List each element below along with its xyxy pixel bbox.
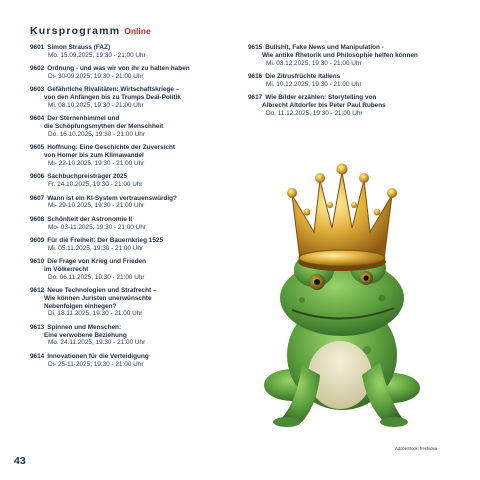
course-title-text: Gefährliche Rivalitäten: Wirtschaftskriege – bbox=[47, 86, 180, 94]
course-title bbox=[30, 195, 230, 203]
image-credit: AdobeStock: freshidea bbox=[395, 446, 438, 451]
course-title-text: Neue Technologien und Strafrecht – bbox=[47, 287, 157, 295]
course-date: Mo- 03-11.2025, 19:30 - 21:00 Uhr bbox=[48, 223, 146, 231]
course-date: Mi- 22-10.2025, 19:30 - 21:00 Uhr bbox=[48, 159, 145, 167]
course-entry bbox=[30, 115, 230, 138]
course-title-text: Innovationen für die Verteidigung bbox=[47, 352, 149, 360]
course-date: Mi. 05.11.2025, 19:30 - 21:00 Uhr bbox=[48, 244, 144, 252]
course-date: Do. 11.12.2025, 19:30 - 21:00 Uhr bbox=[266, 109, 363, 117]
course-number: 9612 bbox=[30, 287, 45, 295]
course-title-continued bbox=[30, 295, 230, 303]
course-title-text: im Völkerrecht bbox=[44, 265, 89, 273]
course-title-text: Simon Strauss (FAZ) bbox=[47, 44, 111, 51]
course-title bbox=[30, 258, 230, 266]
course-title-continued bbox=[30, 266, 230, 274]
course-title-text: Wann ist ein KI-System vertrauenswürdig? bbox=[47, 194, 177, 202]
course-title-text: von Homer bis zum Klimawandel bbox=[44, 152, 144, 160]
course-title-text: Ordnung - und was wir von ihr zu halten haben bbox=[47, 65, 190, 73]
course-number: 9614 bbox=[30, 352, 45, 360]
course-number: 9603 bbox=[30, 86, 45, 94]
course-entry bbox=[30, 324, 230, 347]
course-title bbox=[30, 237, 230, 245]
course-number: 9608 bbox=[30, 215, 45, 223]
frog-prince-image bbox=[262, 150, 422, 435]
course-title bbox=[30, 287, 230, 295]
course-title bbox=[30, 86, 230, 94]
course-title-text: Die Frage von Krieg und Frieden bbox=[47, 258, 146, 266]
page-number: 43 bbox=[14, 455, 26, 467]
course-entry bbox=[30, 86, 230, 109]
course-title-text: Bullshit, Fake News und Manipulation - bbox=[265, 44, 384, 51]
course-title-text: Die Zitrusfrüchte Italiens bbox=[265, 72, 341, 80]
course-number: 9605 bbox=[30, 144, 45, 152]
course-number: 9601 bbox=[30, 44, 45, 51]
course-title bbox=[30, 216, 230, 224]
course-date: Di- 30-09.2025, 19:30 - 21:00 Uhr bbox=[48, 72, 144, 80]
course-title-text: Nebenfolgen einhegen? bbox=[44, 302, 117, 310]
course-title-text: Spinnen und Menschen: bbox=[47, 323, 122, 331]
course-date: Di. 18.11.2025, 19:30 - 21:00 Uhr bbox=[48, 310, 143, 318]
course-number: 9607 bbox=[30, 194, 45, 202]
course-number: 9616 bbox=[248, 72, 263, 80]
course-date: Mi. 10.12.2025, 19:30 - 21:00 Uhr bbox=[266, 80, 362, 88]
course-entry bbox=[30, 353, 230, 369]
course-entry bbox=[30, 216, 230, 232]
course-title bbox=[248, 73, 458, 81]
course-title-text: Der Sternenhimmel und bbox=[47, 115, 120, 123]
course-number: 9606 bbox=[30, 173, 45, 181]
course-title-text: Eine verwobene Beziehung bbox=[44, 331, 127, 339]
course-title-continued bbox=[30, 332, 230, 340]
course-date: Do. 06.11.2025, 19:30 - 21:00 Uhr bbox=[48, 273, 145, 281]
course-number: 9610 bbox=[30, 258, 45, 266]
course-number: 9617 bbox=[248, 94, 263, 102]
course-entry bbox=[30, 195, 230, 211]
course-title-text: Hoffnung: Eine Geschichte der Zuversicht bbox=[47, 144, 176, 152]
crown-icon bbox=[287, 164, 397, 272]
course-title-text: Wie Bilder erzählen: Storytelling von bbox=[265, 94, 377, 102]
course-title-continued bbox=[248, 102, 458, 110]
course-title-text: Sachbuchpreisträger 2025 bbox=[47, 173, 128, 181]
course-title-continued bbox=[248, 52, 458, 60]
course-entry bbox=[30, 44, 230, 60]
course-number: 9609 bbox=[30, 236, 45, 244]
online-badge: Online bbox=[124, 26, 151, 36]
course-title bbox=[30, 44, 230, 52]
course-entry bbox=[248, 44, 458, 67]
course-date: Fr. 24.10.2025, 19:30 - 21:00 Uhr bbox=[48, 181, 143, 189]
course-date: Do. 16.10.2025, 19:30 - 21:00 Uhr bbox=[48, 130, 145, 138]
course-entry bbox=[248, 94, 458, 117]
course-title-continued bbox=[30, 123, 230, 131]
course-title-text: Wie antike Rhetorik und Philosophie helfen können bbox=[262, 51, 418, 59]
course-title-continued bbox=[30, 303, 230, 311]
course-date: Di- 25-11-2025, 19:30 - 21:00 Uhr bbox=[48, 360, 144, 368]
course-title-text: von den Anfängen bis zu Trumps Deal-Politik bbox=[44, 94, 181, 102]
course-number: 9615 bbox=[248, 44, 263, 51]
course-date: Mo. 24.11.2025, 19:30 - 21:00 Uhr bbox=[48, 339, 146, 347]
course-number: 9604 bbox=[30, 115, 45, 123]
course-title bbox=[248, 44, 458, 52]
course-title bbox=[30, 353, 230, 361]
course-date: Mi- 29-10.2025, 19:30 - 21:00 Uhr bbox=[48, 202, 145, 210]
course-title-text: Schönheit der Astronomie II bbox=[47, 215, 133, 223]
course-entry bbox=[30, 237, 230, 253]
course-number: 9602 bbox=[30, 65, 45, 73]
course-title bbox=[30, 144, 230, 152]
course-entry bbox=[30, 173, 230, 189]
course-entry bbox=[30, 287, 230, 318]
course-number: 9613 bbox=[30, 323, 45, 331]
course-title bbox=[30, 65, 230, 73]
course-entry bbox=[30, 144, 230, 167]
course-title bbox=[248, 94, 458, 102]
course-title-text: die Schöpfungsmythen der Menschheit bbox=[44, 123, 164, 131]
course-title bbox=[30, 115, 230, 123]
course-date: Mi. 03.12.2025, 19:30 - 21:00 Uhr bbox=[266, 59, 362, 67]
course-entry bbox=[30, 65, 230, 81]
page-header bbox=[30, 25, 151, 37]
course-date: Mo. 15.09.2025, 19:30 - 21:00 Uhr bbox=[48, 51, 146, 59]
course-title-text: Albrecht Altdorfer bis Peter Paul Rubens bbox=[262, 101, 386, 109]
section-title: Kursprogramm bbox=[30, 25, 121, 37]
course-title-continued bbox=[30, 152, 230, 160]
course-list-right bbox=[248, 44, 458, 123]
course-title-continued bbox=[30, 94, 230, 102]
course-title bbox=[30, 324, 230, 332]
course-entry bbox=[248, 73, 458, 89]
frog-prince-illustration bbox=[262, 150, 422, 435]
course-title-text: Wie können Juristen unerwünschte bbox=[44, 294, 152, 302]
course-date: Mi. 08.10.2025, 19:30 - 21:00 Uhr bbox=[48, 101, 144, 109]
course-title-text: Für die Freiheit: Der Bauernkrieg 1525 bbox=[47, 236, 163, 244]
course-entry bbox=[30, 258, 230, 281]
course-list-left bbox=[30, 44, 230, 374]
course-title bbox=[30, 173, 230, 181]
